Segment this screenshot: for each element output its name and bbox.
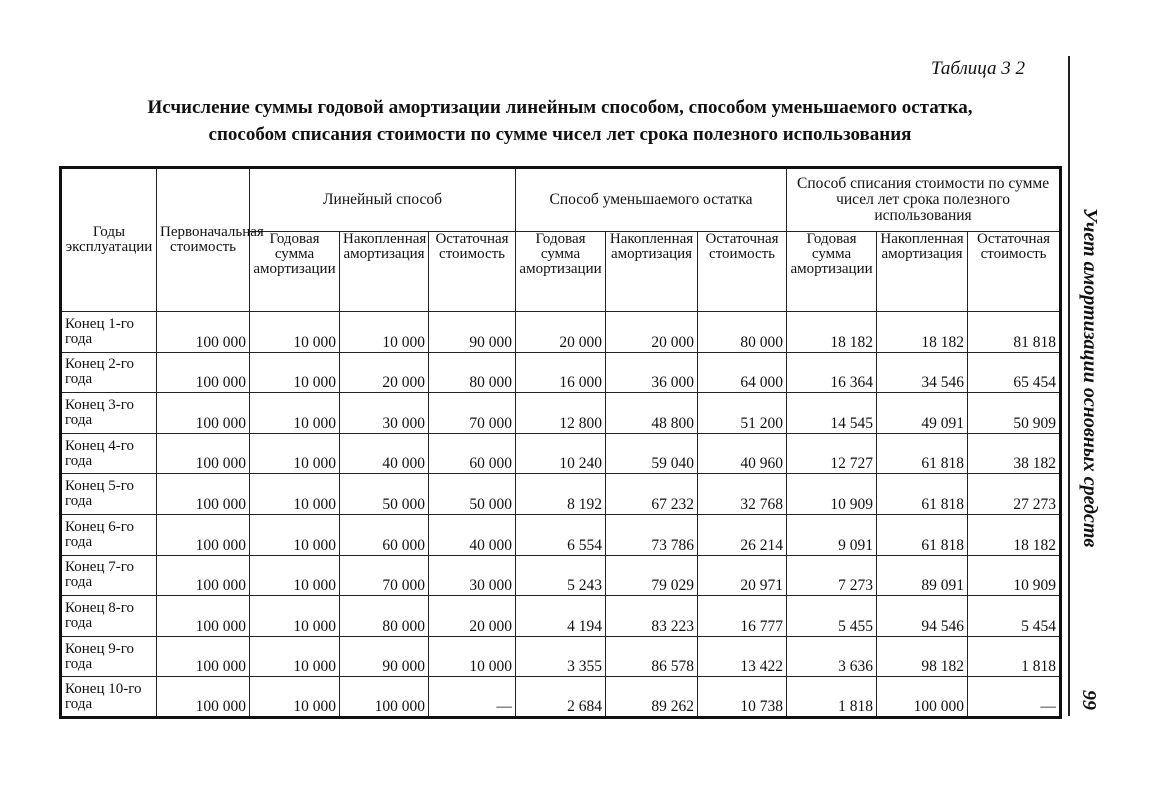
header-sum-years-annual: Годовая сумма амортизации xyxy=(787,232,877,312)
header-declining-annual: Годовая сумма амортизации xyxy=(516,232,606,312)
row-year-cell: Конец 5-го года xyxy=(61,474,157,515)
page-number: 99 xyxy=(1078,690,1100,710)
value-cell: 10 000 xyxy=(250,677,340,718)
value-cell: 50 909 xyxy=(968,393,1061,434)
value-cell: 80 000 xyxy=(698,312,787,353)
value-cell: 40 000 xyxy=(340,433,429,474)
value-cell: 80 000 xyxy=(340,596,429,637)
value-cell: 5 243 xyxy=(516,555,606,596)
value-cell: 34 546 xyxy=(877,352,968,393)
value-cell: 100 000 xyxy=(157,514,250,555)
value-cell: 70 000 xyxy=(429,393,516,434)
value-cell: 89 091 xyxy=(877,555,968,596)
value-cell: 94 546 xyxy=(877,596,968,637)
value-cell: 30 000 xyxy=(340,393,429,434)
value-cell: 6 554 xyxy=(516,514,606,555)
row-year-cell: Конец 10-го года xyxy=(61,677,157,718)
value-cell: 3 355 xyxy=(516,636,606,677)
value-cell: 26 214 xyxy=(698,514,787,555)
table-row xyxy=(61,514,1061,555)
value-cell: 79 029 xyxy=(606,555,698,596)
value-cell: 83 223 xyxy=(606,596,698,637)
value-cell: 36 000 xyxy=(606,352,698,393)
value-cell: 8 192 xyxy=(516,474,606,515)
side-rule xyxy=(1068,56,1070,716)
value-cell: 10 738 xyxy=(698,677,787,718)
running-header: Учет амортизации основных средств xyxy=(1079,208,1101,548)
value-cell: 18 182 xyxy=(877,312,968,353)
value-cell: — xyxy=(429,677,516,718)
value-cell: 65 454 xyxy=(968,352,1061,393)
table-row xyxy=(61,433,1061,474)
row-year-cell: Конец 1-го года xyxy=(61,312,157,353)
value-cell: 18 182 xyxy=(968,514,1061,555)
value-cell: 73 786 xyxy=(606,514,698,555)
value-cell: 20 971 xyxy=(698,555,787,596)
value-cell: 100 000 xyxy=(157,636,250,677)
value-cell: 5 455 xyxy=(787,596,877,637)
value-cell: 50 000 xyxy=(340,474,429,515)
header-row-groups xyxy=(61,168,1061,232)
value-cell: 64 000 xyxy=(698,352,787,393)
header-sum-years-accumulated: Накопленная амортизация xyxy=(877,232,968,312)
value-cell: 1 818 xyxy=(968,636,1061,677)
value-cell: 16 364 xyxy=(787,352,877,393)
header-sum-years-residual: Остаточная стоимость xyxy=(968,232,1061,312)
value-cell: 20 000 xyxy=(429,596,516,637)
value-cell: 100 000 xyxy=(157,312,250,353)
row-year-cell: Конец 7-го года xyxy=(61,555,157,596)
row-year-cell: Конец 6-го года xyxy=(61,514,157,555)
value-cell: 50 000 xyxy=(429,474,516,515)
table-row xyxy=(61,677,1061,718)
value-cell: 61 818 xyxy=(877,474,968,515)
value-cell: 67 232 xyxy=(606,474,698,515)
depreciation-table xyxy=(59,166,1062,719)
value-cell: 10 000 xyxy=(429,636,516,677)
value-cell: 7 273 xyxy=(787,555,877,596)
value-cell: 10 000 xyxy=(250,312,340,353)
header-group-linear: Линейный способ xyxy=(250,168,516,232)
row-year-cell: Конец 9-го года xyxy=(61,636,157,677)
value-cell: 18 182 xyxy=(787,312,877,353)
value-cell: 20 000 xyxy=(606,312,698,353)
value-cell: 30 000 xyxy=(429,555,516,596)
table-row xyxy=(61,636,1061,677)
value-cell: 9 091 xyxy=(787,514,877,555)
value-cell: 16 777 xyxy=(698,596,787,637)
value-cell: 10 000 xyxy=(250,352,340,393)
value-cell: 16 000 xyxy=(516,352,606,393)
value-cell: 20 000 xyxy=(516,312,606,353)
header-group-sum-years: Способ списания стоимости по сумме чисел лет срока полезного использования xyxy=(787,168,1061,232)
value-cell: 27 273 xyxy=(968,474,1061,515)
header-linear-residual: Остаточная стоимость xyxy=(429,232,516,312)
value-cell: 60 000 xyxy=(429,433,516,474)
value-cell: 100 000 xyxy=(157,352,250,393)
value-cell: 10 000 xyxy=(340,312,429,353)
value-cell: 10 909 xyxy=(968,555,1061,596)
value-cell: 61 818 xyxy=(877,514,968,555)
value-cell: 98 182 xyxy=(877,636,968,677)
table-title xyxy=(60,94,1060,148)
value-cell: 51 200 xyxy=(698,393,787,434)
row-year-cell: Конец 3-го года xyxy=(61,393,157,434)
value-cell: 10 000 xyxy=(250,555,340,596)
header-linear-annual: Годовая сумма амортизации xyxy=(250,232,340,312)
value-cell: 10 000 xyxy=(250,636,340,677)
value-cell: 40 000 xyxy=(429,514,516,555)
table-row xyxy=(61,474,1061,515)
value-cell: 90 000 xyxy=(340,636,429,677)
value-cell: 49 091 xyxy=(877,393,968,434)
value-cell: 13 422 xyxy=(698,636,787,677)
value-cell: 100 000 xyxy=(157,677,250,718)
header-group-declining: Способ уменьшаемого остатка xyxy=(516,168,787,232)
value-cell: 10 000 xyxy=(250,474,340,515)
table-title-line-2: способом списания стоимости по сумме чисел лет срока полезного использования xyxy=(208,124,912,145)
value-cell: 100 000 xyxy=(157,555,250,596)
value-cell: 10 000 xyxy=(250,514,340,555)
value-cell: 81 818 xyxy=(968,312,1061,353)
value-cell: 10 000 xyxy=(250,433,340,474)
value-cell: 12 800 xyxy=(516,393,606,434)
value-cell: 59 040 xyxy=(606,433,698,474)
row-year-cell: Конец 2-го года xyxy=(61,352,157,393)
header-declining-accumulated: Накопленная амортизация xyxy=(606,232,698,312)
value-cell: 20 000 xyxy=(340,352,429,393)
header-initial-cost: Первоначальная стоимость xyxy=(157,168,250,312)
value-cell: 86 578 xyxy=(606,636,698,677)
table-number: Таблица 3 2 xyxy=(931,58,1025,79)
value-cell: 5 454 xyxy=(968,596,1061,637)
table-row xyxy=(61,312,1061,353)
value-cell: 10 000 xyxy=(250,596,340,637)
value-cell: 1 818 xyxy=(787,677,877,718)
value-cell: 90 000 xyxy=(429,312,516,353)
value-cell: 38 182 xyxy=(968,433,1061,474)
table-row xyxy=(61,352,1061,393)
value-cell: 100 000 xyxy=(157,596,250,637)
header-linear-accumulated: Накопленная амортизация xyxy=(340,232,429,312)
row-year-cell: Конец 8-го года xyxy=(61,596,157,637)
table-body xyxy=(61,312,1061,718)
value-cell: 61 818 xyxy=(877,433,968,474)
value-cell: 80 000 xyxy=(429,352,516,393)
value-cell: 3 636 xyxy=(787,636,877,677)
value-cell: 40 960 xyxy=(698,433,787,474)
value-cell: 60 000 xyxy=(340,514,429,555)
value-cell: 70 000 xyxy=(340,555,429,596)
value-cell: 10 000 xyxy=(250,393,340,434)
value-cell: 12 727 xyxy=(787,433,877,474)
value-cell: 100 000 xyxy=(340,677,429,718)
table-title-line-1: Исчисление суммы годовой амортизации линейным способом, способом уменьшаемого остатка, xyxy=(147,97,973,118)
row-year-cell: Конец 4-го года xyxy=(61,433,157,474)
table-row xyxy=(61,596,1061,637)
value-cell: 100 000 xyxy=(157,393,250,434)
header-years: Годы эксплуатации xyxy=(61,168,157,312)
value-cell: 100 000 xyxy=(157,433,250,474)
table-row xyxy=(61,393,1061,434)
value-cell: 100 000 xyxy=(877,677,968,718)
table-row xyxy=(61,555,1061,596)
value-cell: 2 684 xyxy=(516,677,606,718)
value-cell: — xyxy=(968,677,1061,718)
value-cell: 48 800 xyxy=(606,393,698,434)
value-cell: 4 194 xyxy=(516,596,606,637)
value-cell: 10 909 xyxy=(787,474,877,515)
value-cell: 100 000 xyxy=(157,474,250,515)
header-declining-residual: Остаточная стоимость xyxy=(698,232,787,312)
value-cell: 32 768 xyxy=(698,474,787,515)
value-cell: 10 240 xyxy=(516,433,606,474)
value-cell: 89 262 xyxy=(606,677,698,718)
value-cell: 14 545 xyxy=(787,393,877,434)
